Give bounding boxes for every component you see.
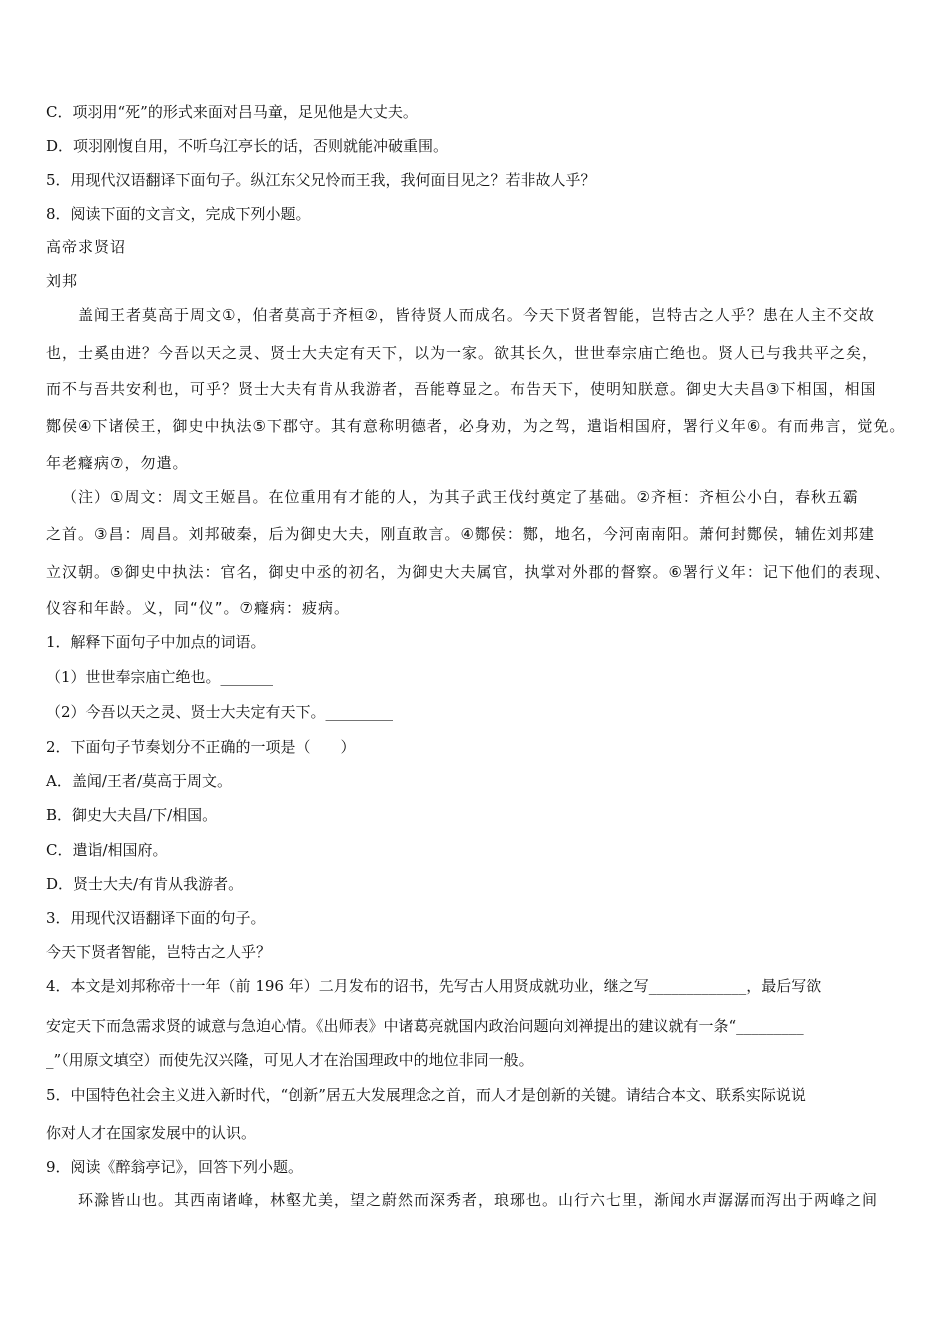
question-1-heading: 1．解释下面句子中加点的词语。 — [46, 633, 266, 651]
passage-title: 高帝求贤诏 — [46, 238, 127, 256]
question-1-item-2: （2）今吾以天之灵、贤士大夫定有天下。_________ — [46, 703, 394, 721]
passage-paragraph-line: 而不与吾共安利也，可乎？贤士大夫有肯从我游者，吾能尊显之。布告天下，使明知朕意。御史大夫昌③下相国，相国 — [46, 380, 877, 398]
question-2-heading: 2．下面句子节奏划分不正确的一项是（ ） — [46, 738, 356, 756]
annotation-line: 仪容和年龄。义，同“仪”。⑦癃病：疲病。 — [46, 599, 350, 617]
annotation-line: 立汉朝。⑤御史中执法：官名，御史中丞的初名，为御史大夫属官，执掌对外郡的督察。⑥署行义年：记下他们的表现、 — [46, 563, 891, 581]
question-2-option-d: D．贤士大夫/有肯从我游者。 — [46, 875, 244, 893]
passage-author: 刘邦 — [46, 272, 79, 290]
passage-paragraph-line: 盖闻王者莫高于周文①，伯者莫高于齐桓②，皆待贤人而成名。今天下贤者智能，岂特古之人乎？患在人主不交故 — [78, 306, 875, 324]
annotation-line: 之首。③昌：周昌。刘邦破秦，后为御史大夫，刚直敢言。④酂侯：酂，地名，今河南南阳。萧何封酂侯，辅佐刘邦建 — [46, 525, 875, 543]
option-d-line: D．项羽刚愎自用，不听乌江亭长的话，否则就能冲破重围。 — [46, 137, 449, 155]
passage-paragraph-line: 酂侯④下诸侯王，御史中执法⑤下郡守。其有意称明德者，必身劝，为之驾，遣诣相国府，署行义年⑥。有而弗言，觉免。 — [46, 417, 906, 435]
passage-paragraph-line: 也，士奚由进？今吾以天之灵、贤士大夫定有天下，以为一家。欲其长久，世世奉宗庙亡绝也。贤人已与我共平之矣， — [46, 344, 879, 362]
question-2-option-c: C．遣诣/相国府。 — [46, 841, 168, 859]
annotation-line: （注）①周文：周文王姬昌。在位重用有才能的人，为其子武王伐纣奠定了基础。②齐桓：齐桓公小白，春秋五霸 — [62, 488, 859, 506]
question-9-heading: 9．阅读《醉翁亭记》，回答下列小题。 — [46, 1158, 304, 1176]
passage-2-first-line: 环滁皆山也。其西南诸峰，林壑尤美，望之蔚然而深秀者，琅琊也。山行六七里，渐闻水声潺潺而泻出于两峰之间 — [78, 1191, 879, 1209]
question-5b-line: 你对人才在国家发展中的认识。 — [46, 1124, 257, 1142]
question-4-line: 安定天下而急需求贤的诚意与急迫心情。《出师表》中诸葛亮就国内政治问题向刘禅提出的建议就有一条“_________ — [46, 1017, 804, 1035]
question-5-line: 5．用现代汉语翻译下面句子。纵江东父兄怜而王我，我何面目见之？若非故人乎？ — [46, 171, 596, 189]
question-3-heading: 3．用现代汉语翻译下面的句子。 — [46, 909, 266, 927]
question-4-line: _”（用原文填空）而使先汉兴隆，可见人才在治国理政中的地位非同一般。 — [46, 1051, 534, 1069]
question-2-option-b: B．御史大夫昌/下/相国。 — [46, 806, 218, 824]
question-2-option-a: A．盖闻/王者/莫高于周文。 — [46, 772, 232, 790]
question-5b-line: 5．中国特色社会主义进入新时代，“创新”居五大发展理念之首，而人才是创新的关键。请结合本文、联系实际说说 — [46, 1086, 806, 1104]
option-c-line: C．项羽用“死”的形式来面对吕马童，足见他是大丈夫。 — [46, 103, 418, 121]
question-4-line: 4．本文是刘邦称帝十一年（前 196 年）二月发布的诏书，先写古人用贤成就功业，继之写_____________，最后写欲 — [46, 977, 822, 995]
question-1-item-1: （1）世世奉宗庙亡绝也。_______ — [46, 668, 274, 686]
passage-paragraph-line: 年老癃病⑦，勿遣。 — [46, 454, 189, 472]
question-3-sentence: 今天下贤者智能，岂特古之人乎？ — [46, 943, 272, 961]
question-8-heading: 8．阅读下面的文言文，完成下列小题。 — [46, 205, 311, 223]
